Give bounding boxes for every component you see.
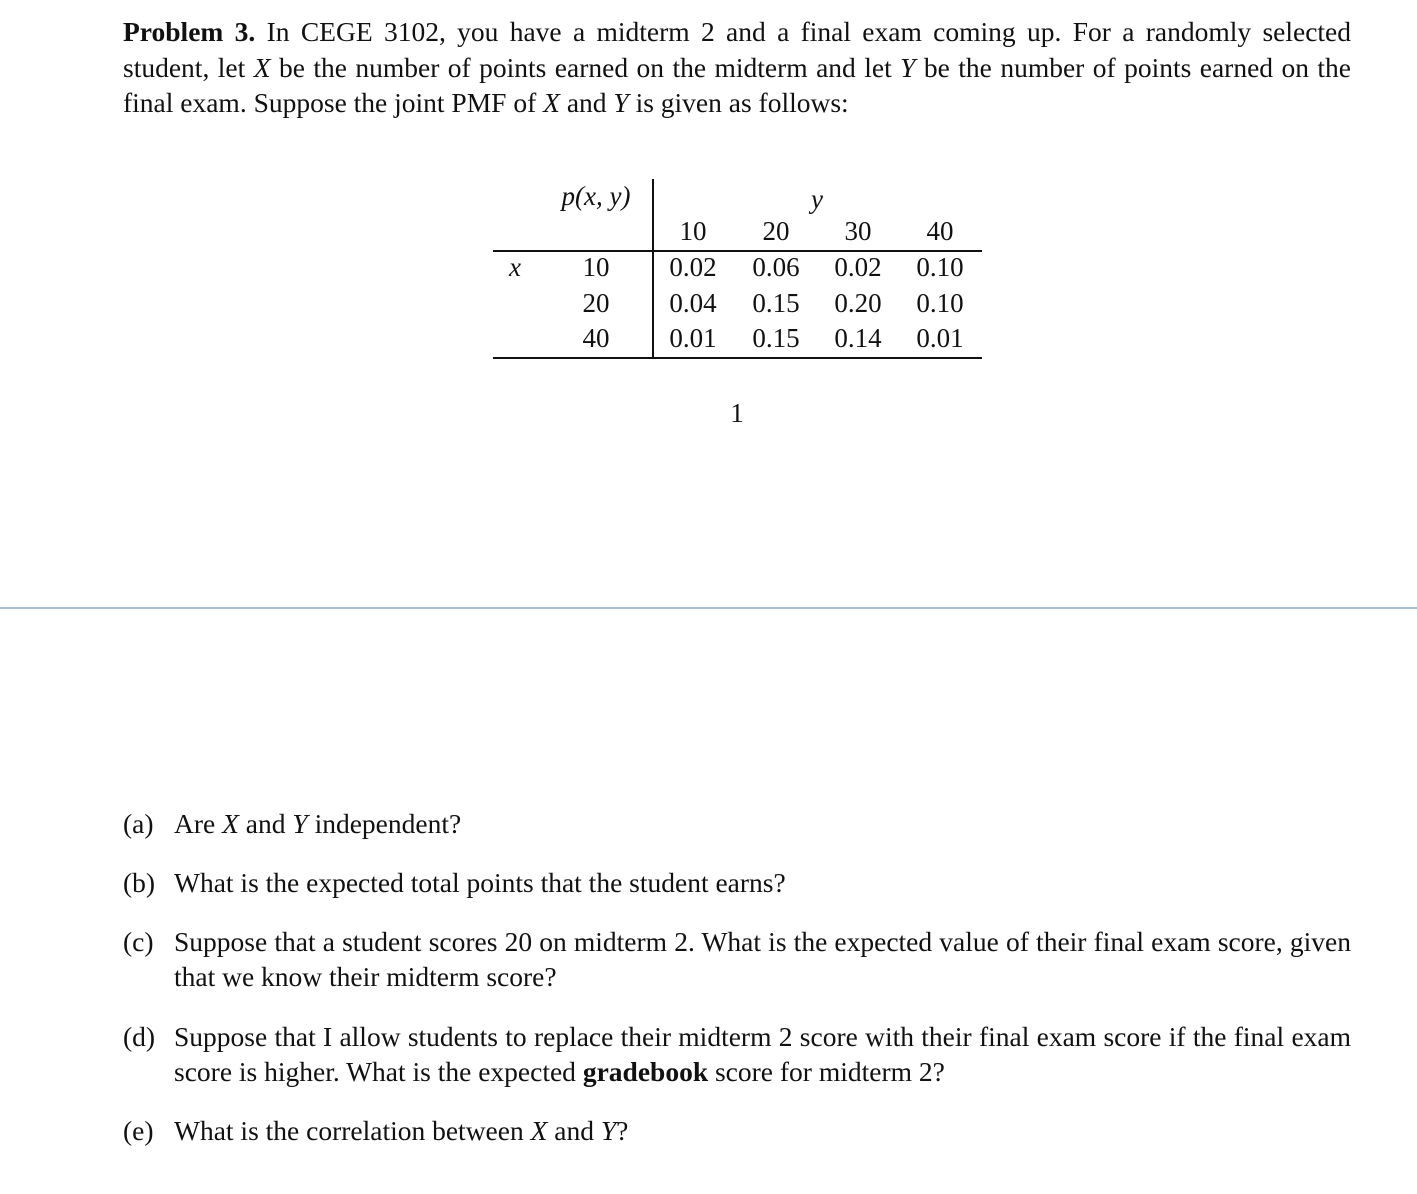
var-x: X [222, 808, 239, 839]
table-bottom-rule [493, 357, 982, 359]
table-header-rule [493, 250, 982, 252]
question-text: and [554, 1115, 594, 1146]
question-text: and [245, 808, 286, 839]
x-value: 20 [582, 288, 610, 318]
y-header: 20 [762, 216, 790, 246]
pmf-cell: 0.10 [916, 252, 964, 282]
question-text: Are [174, 808, 216, 839]
problem-title: Problem 3. [123, 16, 256, 47]
table-corner-label: p(x, y) [561, 181, 631, 211]
pmf-cell: 0.15 [752, 288, 800, 318]
var-y: Y [613, 87, 629, 118]
table-row-var: x [509, 252, 521, 282]
question-text: Suppose that I allow students to replace their midterm 2 score with their final exam score if the final exam score is higher. What is the expected [174, 1021, 1351, 1087]
y-header: 40 [926, 216, 954, 246]
question-text: independent? [314, 808, 462, 839]
table-col-var: y [811, 184, 823, 214]
question-c [123, 924, 1351, 994]
problem-text-3: be the number of points earned on the final exam. Suppose the joint PMF of [123, 51, 1352, 118]
y-header: 10 [679, 216, 707, 246]
x-value: 10 [582, 252, 610, 282]
question-d [123, 1019, 1351, 1089]
x-value: 40 [582, 323, 610, 353]
question-text: score for midterm 2? [714, 1056, 945, 1087]
question-text: ? [616, 1115, 629, 1146]
pmf-cell: 0.02 [669, 252, 717, 282]
pmf-cell: 0.01 [916, 323, 964, 353]
y-header: 30 [844, 216, 872, 246]
problem-text-4: is given as follows: [635, 87, 849, 118]
question-b [123, 865, 1351, 900]
pmf-cell: 0.15 [752, 323, 800, 353]
problem-and: and [566, 87, 607, 118]
question-label: (d) [123, 1021, 156, 1052]
question-label: (e) [123, 1115, 154, 1146]
pmf-cell: 0.14 [834, 323, 882, 353]
problem-statement [123, 14, 1351, 121]
pmf-cell: 0.10 [916, 288, 964, 318]
var-x: X [253, 51, 271, 83]
problem-text-2: be the number of points earned on the midterm and let [278, 51, 892, 83]
pmf-cell: 0.01 [669, 323, 717, 353]
var-y: Y [900, 51, 916, 83]
var-y: Y [600, 1115, 617, 1146]
question-text: What is the expected total points that the student earns? [174, 867, 786, 898]
var-x: X [530, 1115, 548, 1146]
question-label: (b) [123, 867, 156, 898]
question-label: (c) [123, 926, 154, 957]
question-e [123, 1113, 1351, 1148]
question-a [123, 806, 1351, 841]
pmf-cell: 0.04 [669, 288, 717, 318]
table-vertical-rule [652, 179, 654, 357]
problem-text-1: In CEGE 3102, you have a midterm 2 and a final exam coming up. For a randomly selected student, let [123, 16, 1352, 83]
question-text: What is the correlation between [174, 1115, 524, 1146]
var-y: Y [292, 808, 308, 839]
page-number: 1 [730, 398, 744, 428]
pmf-cell: 0.02 [834, 252, 882, 282]
page-divider [0, 607, 1417, 609]
question-label: (a) [123, 808, 154, 839]
question-text: Suppose that a student scores 20 on midterm 2. What is the expected value of their final exam score, given that we know their midterm score? [174, 926, 1351, 992]
pmf-cell: 0.06 [752, 252, 800, 282]
pmf-cell: 0.20 [834, 288, 882, 318]
var-x: X [543, 87, 560, 118]
question-bold-term: gradebook [582, 1056, 709, 1087]
